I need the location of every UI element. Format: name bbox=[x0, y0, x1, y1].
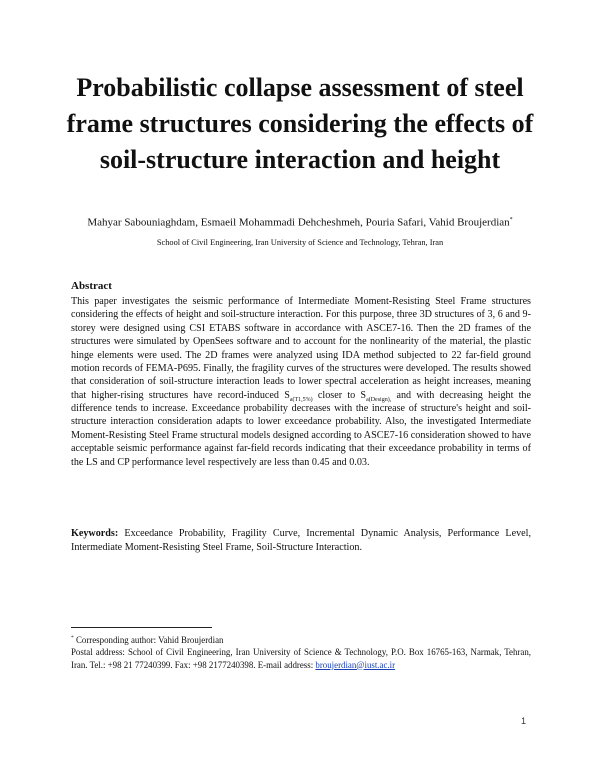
footnote-address-text: Postal address: School of Civil Engineering, Iran University of Science & Technology, P.O. Box 16765-163, Narmak, Tehran, Iran. Tel.: +98 21 77240399. Fax: +98 2177240398. E-mail address: bbox=[71, 647, 531, 670]
footnote-corresponding-text: Corresponding author: Vahid Broujerdian bbox=[73, 634, 224, 645]
abstract-body bbox=[71, 295, 531, 469]
title-line-2: frame structures considering the effects of bbox=[66, 109, 534, 138]
keywords bbox=[71, 527, 531, 555]
author-names: Mahyar Sabouniaghdam, Esmaeil Mohammadi Dehcheshmeh, Pouria Safari, Vahid Broujerdian bbox=[87, 216, 510, 229]
sa-subscript-record: a(T1,5%) bbox=[289, 396, 313, 403]
paper-title bbox=[40, 70, 560, 178]
footnote-corresponding bbox=[71, 632, 531, 646]
footnote-marker: * bbox=[71, 635, 74, 641]
abstract-heading: Abstract bbox=[71, 280, 112, 292]
email-link[interactable]: broujerdian@iust.ac.ir bbox=[315, 659, 396, 670]
abstract-text-part-2: closer to S bbox=[312, 389, 367, 401]
title-line-1: Probabilistic collapse assessment of steel bbox=[76, 73, 524, 102]
footnote bbox=[71, 632, 531, 671]
sa-subscript-design: a(Design), bbox=[366, 396, 392, 403]
title-line-3: soil-structure interaction and height bbox=[99, 145, 501, 174]
footnote-divider bbox=[71, 627, 212, 628]
keywords-label: Keywords: bbox=[71, 528, 119, 539]
abstract-text-part-1: This paper investigates the seismic performance of Intermediate Moment-Resisting Steel Frame structures considering the effects of height and soil-structure interaction. For this purpose, three 3D structures of 3, 6 and 9-storey were designed using CSI ETABS software in accordance with ASCE7-16. Then the 2D frames of the structures were simulated by OpenSees software and to account for the nonlinearity of the material, the plastic hinge elements were used. The 2D frames were analyzed using IDA method subjected to 22 far-field ground motion records of FEMA-P695. Finally, the fragility curves of the structures were developed. The results showed that consideration of soil-structure interaction leads to lower spectral acceleration as height increases, meaning that higher-rising structures have record-induced S bbox=[71, 296, 531, 401]
affiliation: School of Civil Engineering, Iran University of Science and Technology, Tehran, Iran bbox=[156, 238, 444, 247]
keywords-text: Exceedance Probability, Fragility Curve, Incremental Dynamic Analysis, Performance Level, Intermediate Moment-Resisting Steel Frame, Soil-Structure Interaction. bbox=[71, 528, 531, 553]
page-number: 1 bbox=[521, 716, 527, 726]
corresponding-author-marker: * bbox=[509, 217, 513, 223]
author-list bbox=[40, 213, 560, 230]
abstract-text-part-3: and with decreasing height the difference tends to increase. Exceedance probability decreases with the increase of structure's height and soil-structure interaction consideration adapts to lower exceedance probability. Also, the investigated Intermediate Moment-Resisting Steel Frame structural models designed according to ASCE7-16 consideration showed to have acceptable seismic performance against far-field records indicating that their exceedance probability in terms of the LS and CP performance level respectively are less than 0.45 and 0.03. bbox=[71, 389, 531, 468]
footnote-address bbox=[71, 646, 531, 671]
